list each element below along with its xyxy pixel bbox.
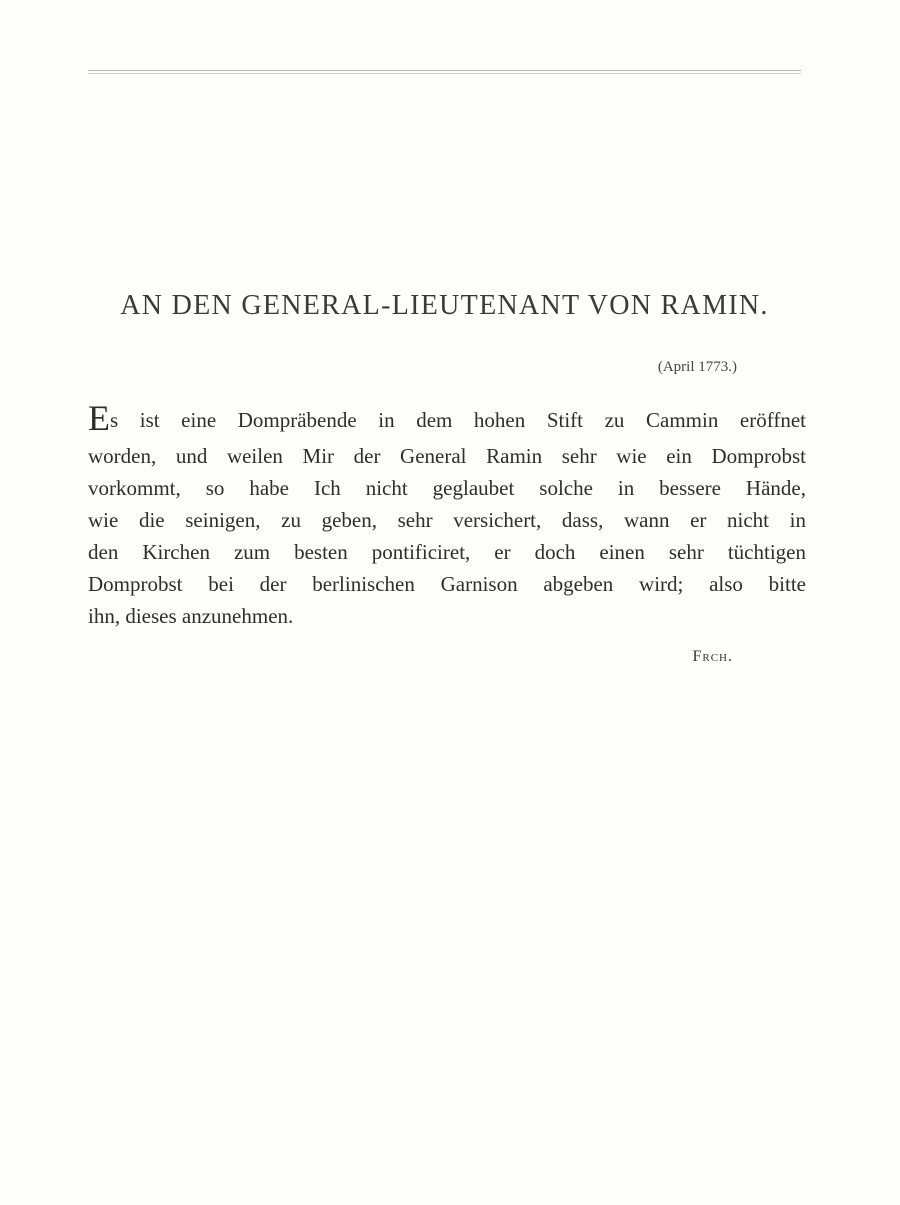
letter-date: (April 1773.) xyxy=(657,359,737,375)
top-rule xyxy=(88,70,801,74)
top-rule-line xyxy=(88,73,801,74)
letter-line: vorkommt, so habe Ich nicht geglaubet solche in bessere Hände, xyxy=(88,476,806,500)
letter-line-text: s ist eine Dompräbende in dem hohen Stift zu Cammin eröffnet xyxy=(110,408,806,432)
letter-body xyxy=(88,400,806,632)
letter-signature: Frch. xyxy=(692,648,733,665)
letter-line: wie die seinigen, zu geben, sehr versichert, dass, wann er nicht in xyxy=(88,508,806,532)
top-rule-line xyxy=(88,70,801,71)
letter-line: ihn, dieses anzunehmen. xyxy=(88,604,294,628)
drop-cap: E xyxy=(88,398,110,438)
letter-line: den Kirchen zum besten pontificiret, er doch einen sehr tüchtigen xyxy=(88,540,806,564)
letter-line: worden, und weilen Mir der General Ramin sehr wie ein Domprobst xyxy=(88,444,806,468)
letter-heading: AN DEN GENERAL-LIEUTENANT VON RAMIN. xyxy=(120,290,769,321)
letter-line xyxy=(88,400,806,440)
letter-line: Domprobst bei der berlinischen Garnison abgeben wird; also bitte xyxy=(88,572,806,596)
